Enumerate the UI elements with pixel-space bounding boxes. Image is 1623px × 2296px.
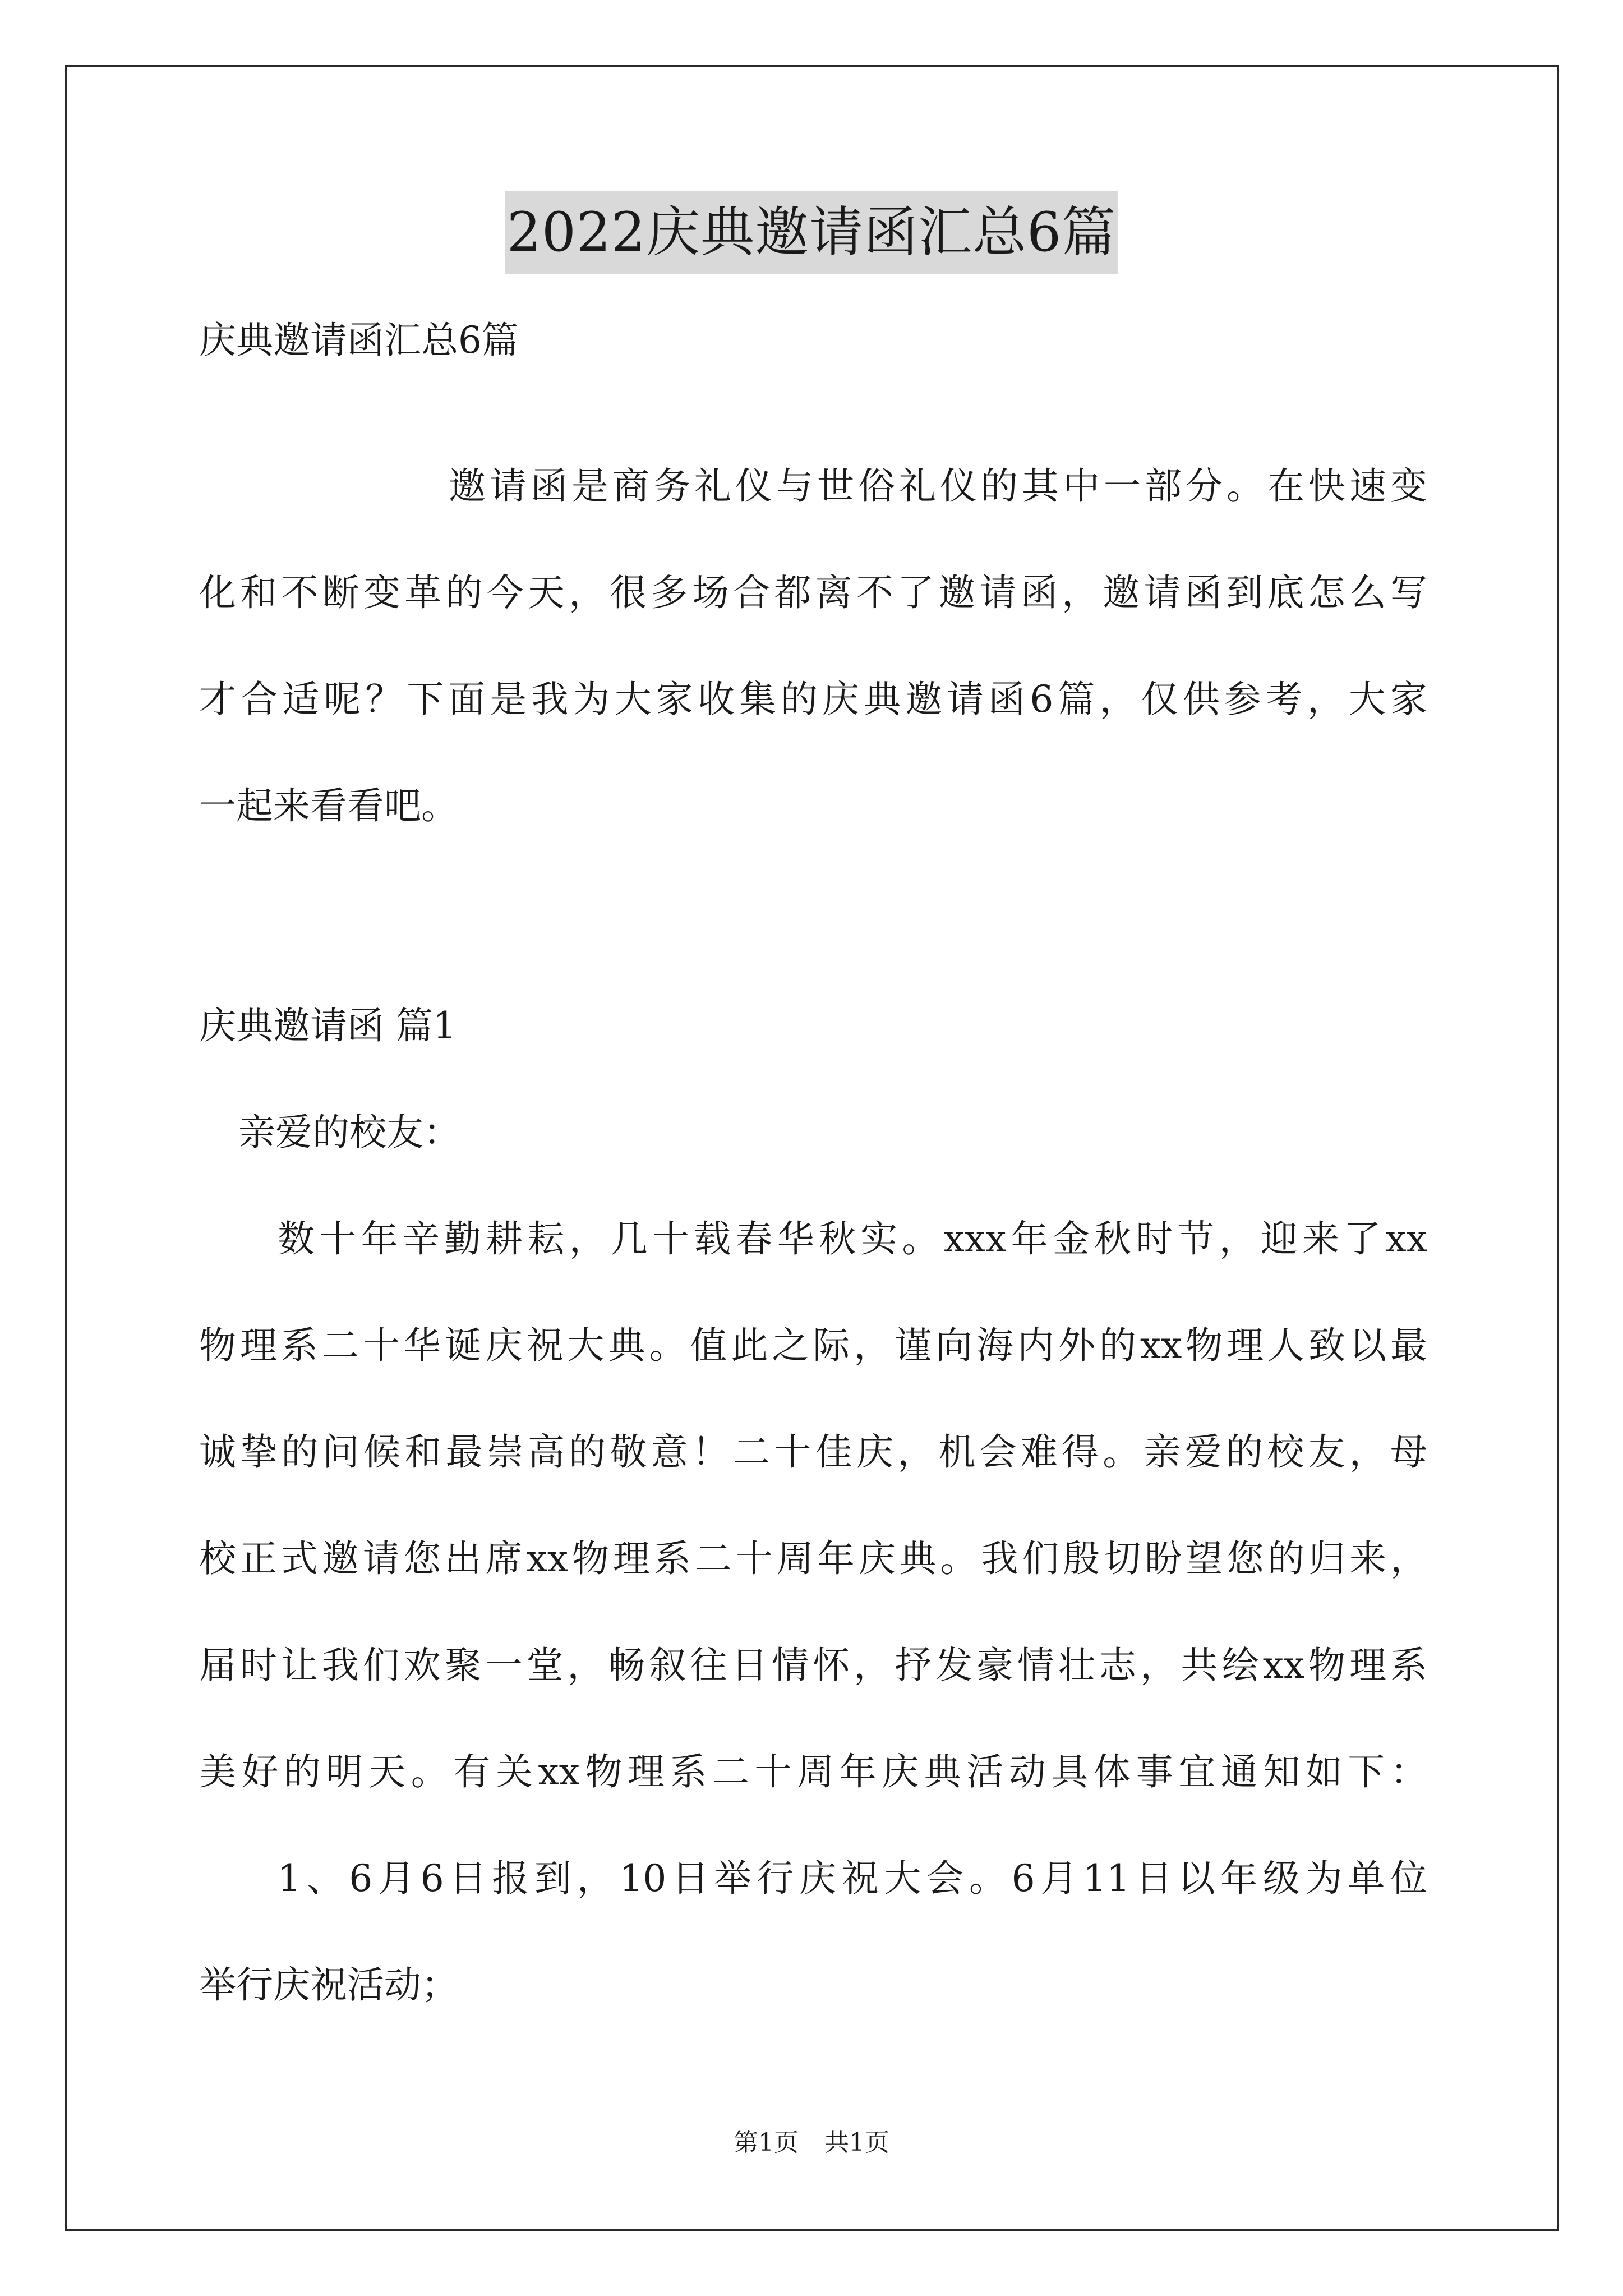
body-line-1: 数十年辛勤耕耘，几十载春华秋实。xxx年金秋时节，迎来了xx <box>278 1217 1427 1260</box>
intro-line-2: 化和不断变革的今天，很多场合都离不了邀请函，邀请函到底怎么写 <box>199 571 1427 614</box>
body-line-5: 届时让我们欢聚一堂，畅叙往日情怀，抒发豪情壮志，共绘xx物理系 <box>199 1644 1427 1687</box>
salutation: 亲爱的校友： <box>238 1111 460 1154</box>
body-line-4: 校正式邀请您出席xx物理系二十周年庆典。我们殷切盼望您的归来， <box>199 1537 1427 1580</box>
title-container <box>0 191 1623 274</box>
item-line-1: 1、6月6日报到，10日举行庆祝大会。6月11日以年级为单位 <box>278 1857 1427 1900</box>
page-total: 共1页 <box>824 2128 889 2157</box>
item-line-2: 举行庆祝活动； <box>199 1963 458 2007</box>
page-footer <box>0 2126 1623 2160</box>
intro-line-4: 一起来看看吧。 <box>199 784 458 827</box>
body-line-2: 物理系二十华诞庆祝大典。值此之际，谨向海内外的xx物理人致以最 <box>199 1324 1427 1367</box>
document-subtitle: 庆典邀请函汇总6篇 <box>199 319 519 362</box>
page-number: 第1页 <box>734 2128 799 2157</box>
intro-line-3: 才合适呢？下面是我为大家收集的庆典邀请函6篇，仅供参考，大家 <box>199 678 1427 721</box>
body-line-6: 美好的明天。有关xx物理系二十周年庆典活动具体事宜通知如下： <box>199 1750 1427 1793</box>
body-line-3: 诚挚的问候和最崇高的敬意！二十佳庆，机会难得。亲爱的校友，母 <box>199 1430 1427 1474</box>
section-heading: 庆典邀请函 篇1 <box>199 1004 457 1047</box>
intro-line-1: 邀请函是商务礼仪与世俗礼仪的其中一部分。在快速变 <box>449 464 1427 508</box>
document-title: 2022庆典邀请函汇总6篇 <box>505 191 1118 274</box>
